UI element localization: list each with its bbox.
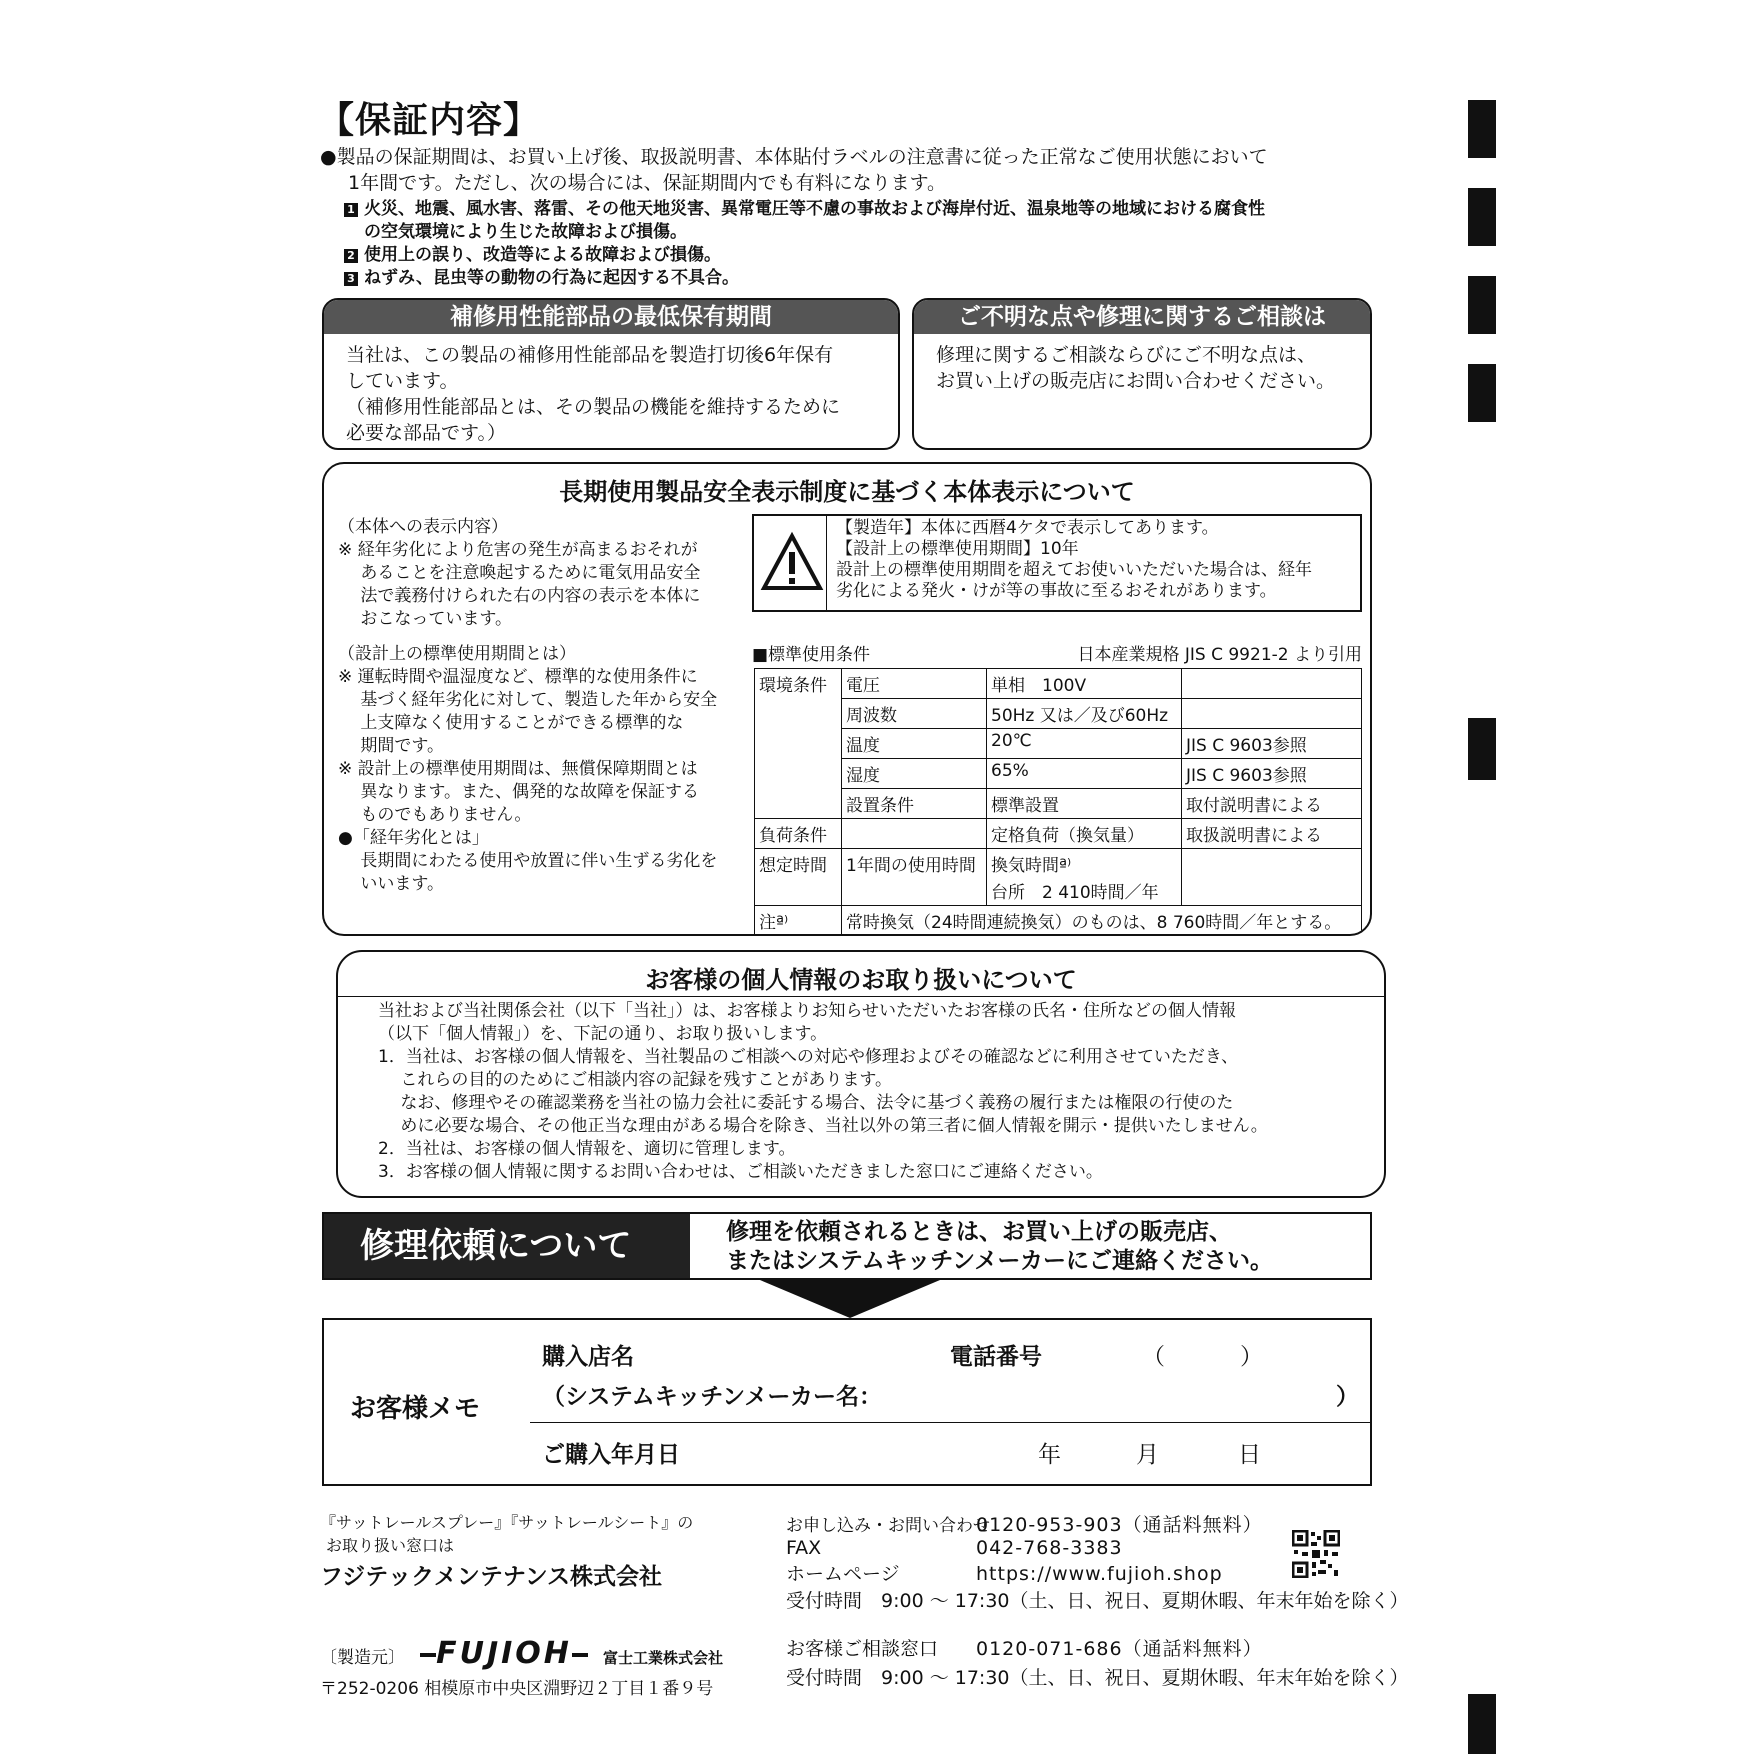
homepage-link[interactable]: https://www.fujioh.shop	[976, 1563, 1223, 1585]
privacy-line: 3．お客様の個人情報に関するお問い合わせは、ご相談いただきました窓口にご連絡ください。	[378, 1162, 1103, 1182]
apply-label: お申し込み・お問い合わせ	[786, 1516, 990, 1536]
memo-phone-label: 電話番号	[950, 1344, 1042, 1370]
memo-shop-label: 購入店名	[542, 1344, 634, 1370]
left-line: 基づく経年劣化に対して、製造した年から安全	[338, 690, 718, 710]
memo-year: 年	[1038, 1442, 1061, 1468]
privacy-title: お客様の個人情報のお取り扱いについて	[645, 966, 1077, 994]
table-cell: JIS C 9603参照	[1182, 729, 1362, 759]
standard-conditions-table	[754, 668, 1362, 936]
repair-title-block	[324, 1214, 690, 1278]
table-cell: 負荷条件	[755, 819, 842, 849]
table-cell: 想定時間	[755, 849, 842, 906]
memo-month: 月	[1136, 1442, 1159, 1468]
edge-mark	[1468, 100, 1496, 158]
table-cell: 換気時間ª⁾ 台所 2 410時間／年	[987, 849, 1182, 906]
consult-box-line: 修理に関するご相談ならびにご不明な点は、	[936, 344, 1317, 366]
long-term-title: 長期使用製品安全表示制度に基づく本体表示について	[559, 478, 1135, 506]
exclusion-item: 1 火災、地震、風水害、落雷、その他天地災害、異常電圧等不慮の事故および海岸付近、温泉地等の地域における腐食性	[344, 198, 1265, 221]
left-line: あることを注意喚起するために電気用品安全	[338, 563, 701, 583]
consult-box-title: ご不明な点や修理に関するご相談は	[914, 300, 1370, 334]
parts-box-title: 補修用性能部品の最低保有期間	[324, 300, 898, 334]
rail-line: お取り扱い窓口は	[326, 1536, 455, 1555]
left-line: （設計上の標準使用期間とは）	[338, 644, 576, 664]
maker-name: 富士工業株式会社	[602, 1649, 723, 1667]
left-line: ものでもありません。	[338, 805, 532, 825]
table-cell: 注ª⁾	[755, 906, 842, 936]
maintenance-company: フジテックメンテナンス株式会社	[320, 1564, 663, 1590]
table-cell	[1182, 699, 1362, 729]
maker-line	[320, 1636, 723, 1671]
warranty-line: ●製品の保証期間は、お買い上げ後、取扱説明書、本体貼付ラベルの注意書に従った正常なご使用状態において	[320, 146, 1268, 168]
support-tel: 0120-071-686（通話料無料）	[976, 1638, 1263, 1660]
repair-banner	[322, 1212, 1372, 1280]
table-cell: 電圧	[842, 669, 987, 699]
apply-tel: 0120-953-903（通話料無料）	[976, 1514, 1263, 1536]
edge-mark	[1468, 276, 1496, 334]
warning-line: 設計上の標準使用期間を超えてお使いいただいた場合は、経年	[836, 560, 1312, 580]
repair-title: 修理依頼について	[360, 1226, 632, 1266]
hp-label: ホームページ	[786, 1563, 900, 1585]
conditions-source: 日本産業規格 JIS C 9921-2 より引用	[1077, 645, 1362, 665]
table-cell: 定格負荷（換気量）	[987, 819, 1182, 849]
exclusion-item: 3 ねずみ、昆虫等の動物の行為に起因する不具合。	[344, 267, 1265, 290]
qr-code-icon	[1292, 1530, 1340, 1578]
privacy-line: めに必要な場合、その他正当な理由がある場合を除き、当社以外の第三者に個人情報を開示・提供いたしません。	[378, 1116, 1268, 1136]
support-label: お客様ご相談窓口	[786, 1638, 939, 1660]
contact-row	[786, 1634, 1409, 1661]
memo-label: お客様メモ	[350, 1394, 481, 1424]
left-line: 長期間にわたる使用や放置に伴い生ずる劣化を	[338, 851, 718, 871]
parts-box-line: 必要な部品です。）	[346, 422, 506, 444]
left-line: ※ 経年劣化により危害の発生が高まるおそれが	[338, 540, 698, 560]
number-badge: 2	[344, 249, 358, 263]
privacy-line: これらの目的のためにご相談内容の記録を残すことがあります。	[378, 1070, 893, 1090]
maker-label: 〔製造元〕	[320, 1648, 405, 1668]
table-cell: 50Hz 又は／及び60Hz	[987, 699, 1182, 729]
edge-mark	[1468, 718, 1496, 780]
left-line: 法で義務付けられた右の内容の表示を本体に	[338, 586, 701, 606]
exclusion-item: の空気環境により生じた故障および損傷。	[364, 222, 687, 242]
parts-box-line: しています。	[346, 370, 459, 392]
table-cell: 取扱説明書による	[1182, 819, 1362, 849]
privacy-line: （以下「個人情報」）を、下記の通り、お取り扱いします。	[378, 1024, 828, 1044]
warranty-text	[320, 144, 1268, 196]
warranty-title: 【保証内容】	[318, 100, 541, 141]
warning-triangle-icon	[760, 530, 824, 594]
support-info	[786, 1634, 1409, 1690]
left-line: 上支障なく使用することができる標準的な	[338, 713, 684, 733]
table-cell: 65%	[987, 759, 1182, 789]
warning-line: 【製造年】本体に西暦4ケタで表示してあります。	[836, 518, 1219, 538]
customer-memo-box	[322, 1318, 1372, 1486]
left-line: 期間です。	[338, 736, 445, 756]
number-badge: 1	[344, 203, 358, 217]
memo-paren-open: （	[1142, 1344, 1165, 1370]
privacy-line: 1．当社は、お客様の個人情報を、当社製品のご相談への対応や修理およびその確認などに利用させていただき、	[378, 1047, 1239, 1067]
footer-left	[320, 1510, 693, 1591]
fax-number: 042-768-3383	[976, 1537, 1123, 1559]
memo-maker-label: （システムキッチンメーカー名：	[542, 1384, 882, 1410]
long-term-use-box	[322, 462, 1372, 936]
maker-address: 〒252-0206 相模原市中央区淵野辺２丁目１番９号	[320, 1679, 714, 1699]
table-cell: 20℃	[987, 729, 1182, 759]
hours: 受付時間 9:00 ～ 17:30（土、日、祝日、夏期休暇、年末年始を除く）	[786, 1590, 1409, 1612]
privacy-line: 当社および当社関係会社（以下「当社」）は、お客様よりお知らせいただいたお客様の氏名・住所などの個人情報	[378, 1001, 1236, 1021]
left-line: （本体への表示内容）	[338, 517, 508, 537]
table-cell: 周波数	[842, 699, 987, 729]
memo-date-label: ご購入年月日	[542, 1442, 680, 1468]
table-cell	[1182, 849, 1362, 906]
table-cell: 湿度	[842, 759, 987, 789]
memo-paren-close: ）	[1240, 1344, 1263, 1370]
fujioh-logo: FUJIOH	[420, 1636, 588, 1671]
table-cell: 1年間の使用時間	[842, 849, 987, 906]
privacy-line: なお、修理やその確認業務を当社の協力会社に委託する場合、法令に基づく義務の履行または権限の行使のた	[378, 1093, 1234, 1113]
hours: 受付時間 9:00 ～ 17:30（土、日、祝日、夏期休暇、年末年始を除く）	[786, 1667, 1409, 1689]
table-cell: 取付説明書による	[1182, 789, 1362, 819]
table-cell	[1182, 669, 1362, 699]
table-cell: 常時換気（24時間連続換気）のものは、8 760時間／年とする。	[842, 906, 1362, 936]
edge-mark	[1468, 188, 1496, 246]
left-line	[338, 631, 717, 643]
exclusion-item: 2 使用上の誤り、改造等による故障および損傷。	[344, 244, 1265, 267]
left-line: いいます。	[338, 874, 445, 894]
edge-mark	[1468, 364, 1496, 422]
edge-mark	[1468, 1694, 1496, 1754]
table-cell	[842, 819, 987, 849]
number-badge: 3	[344, 272, 358, 286]
consultation-box	[912, 298, 1372, 450]
warning-line: 劣化による発火・けが等の事故に至るおそれがあります。	[836, 581, 1277, 601]
warranty-line: 1年間です。ただし、次の場合には、保証期間内でも有料になります。	[348, 172, 947, 194]
table-cell: 設置条件	[842, 789, 987, 819]
left-line: おこなっています。	[338, 609, 513, 629]
parts-box-line: （補修用性能部品とは、その製品の機能を維持するために	[346, 396, 841, 418]
down-arrow-icon	[760, 1280, 940, 1322]
table-cell: 環境条件	[755, 669, 842, 819]
table-cell: JIS C 9603参照	[1182, 759, 1362, 789]
privacy-line: 2．当社は、お客様の個人情報を、適切に管理します。	[378, 1139, 796, 1159]
left-line: 異なります。また、偶発的な故障を保証する	[338, 782, 700, 802]
repair-line: 修理を依頼されるときは、お買い上げの販売店、	[726, 1219, 1232, 1245]
repair-line: またはシステムキッチンメーカーにご連絡ください。	[726, 1248, 1273, 1274]
consult-box-line: お買い上げの販売店にお問い合わせください。	[936, 370, 1336, 392]
parts-box-line: 当社は、この製品の補修用性能部品を製造打切後6年保有	[346, 344, 834, 366]
warning-label	[752, 514, 1362, 612]
privacy-box	[336, 950, 1386, 1198]
left-line: ※ 運転時間や温湿度など、標準的な使用条件に	[338, 667, 698, 687]
warranty-exclusions	[344, 198, 1265, 290]
table-cell: 単相 100V	[987, 669, 1182, 699]
conditions-heading: ■標準使用条件	[752, 645, 871, 665]
memo-maker-close: ）	[1336, 1384, 1359, 1410]
fax-label: FAX	[786, 1537, 822, 1559]
memo-day: 日	[1238, 1442, 1261, 1468]
left-line: ※ 設計上の標準使用期間は、無償保障期間とは	[338, 759, 698, 779]
parts-retention-box	[322, 298, 900, 450]
left-line: ●「経年劣化とは」	[338, 828, 489, 848]
warning-line: 【設計上の標準使用期間】10年	[836, 539, 1079, 559]
long-term-left-text	[338, 516, 717, 896]
rail-line: 『サットレールスプレー』『サットレールシート』の	[320, 1513, 694, 1532]
table-cell: 標準設置	[987, 789, 1182, 819]
table-cell: 温度	[842, 729, 987, 759]
